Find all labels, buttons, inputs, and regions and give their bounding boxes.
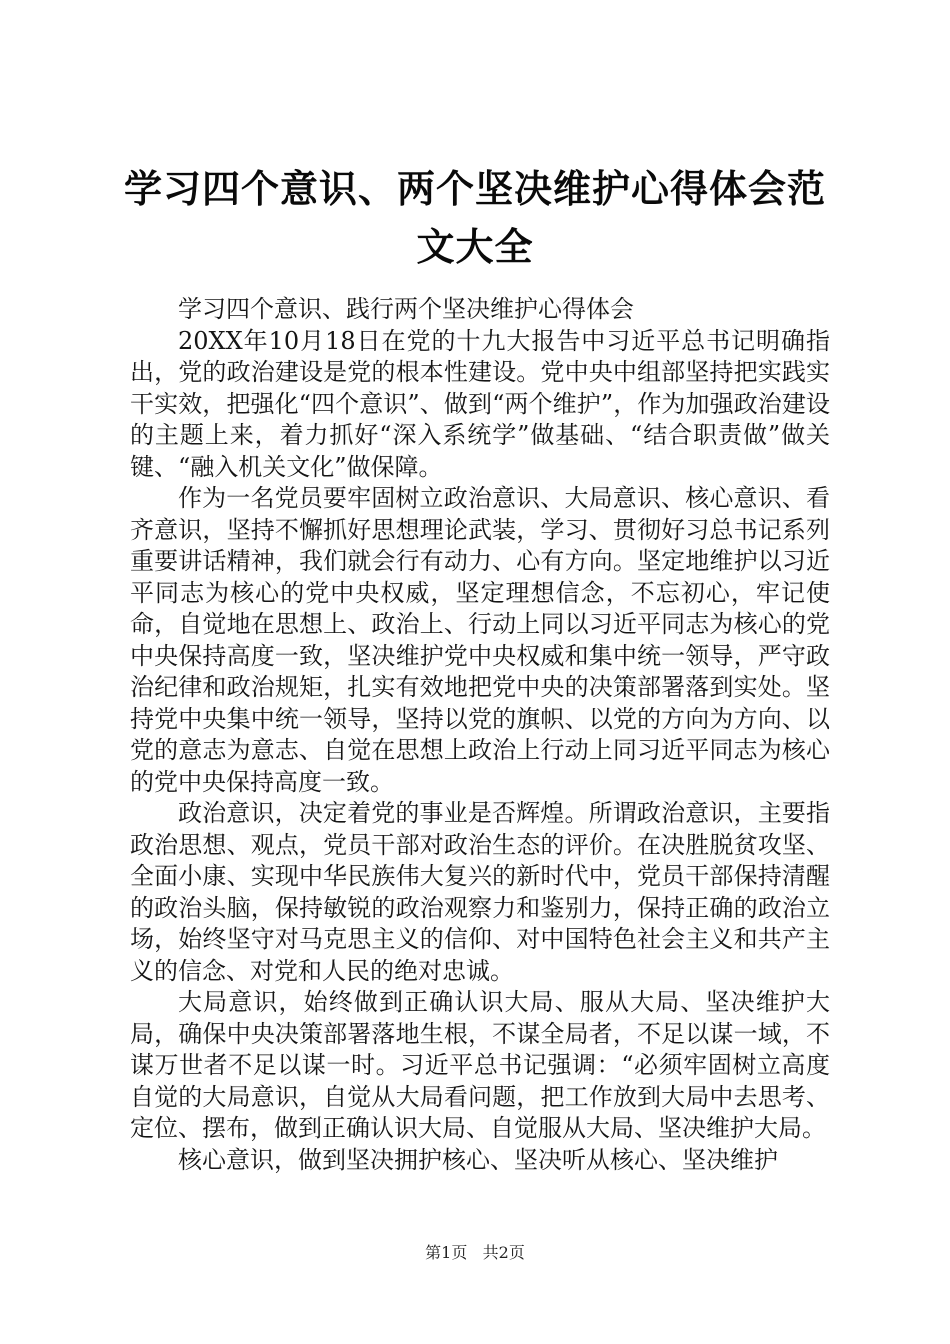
page-footer — [0, 1243, 950, 1263]
total-pages: 共2页 — [482, 1243, 525, 1262]
subtitle-paragraph: 学习四个意识、践行两个坚决维护心得体会 — [178, 295, 634, 323]
document-body — [130, 294, 830, 1176]
page-separator — [472, 1243, 477, 1262]
body-paragraph: 作为一名党员要牢固树立政治意识、大局意识、核心意识、看齐意识，坚持不懈抓好思想理论武装，学习、贯彻好习总书记系列重要讲话精神，我们就会行有动力、心有方向。坚定地维护以习近平同志为核心的党中央权威，坚定理想信念，不忘初心，牢记使命，自觉地在思想上、政治上、行动上同以习近平同志为核心的党中央保持高度一致，坚决维护党中央权威和集中统一领导，严守政治纪律和政治规矩，扎实有效地把党中央的决策部署落到实处。坚持党中央集中统一领导，坚持以党的旗帜、以党的方向为方向、以党的意志为意志、自觉在思想上政治上行动上同习近平同志为核心的党中央保持高度一致。 — [130, 484, 830, 796]
document-title: 学习四个意识、两个坚决维护心得体会范文大全 — [123, 167, 826, 269]
body-paragraph: 核心意识，做到坚决拥护核心、坚决听从核心、坚决维护 — [178, 1145, 778, 1174]
page-number: 第1页 — [425, 1243, 468, 1262]
body-paragraph: 政治意识，决定着党的事业是否辉煌。所谓政治意识，主要指政治思想、观点，党员干部对政治生态的评价。在决胜脱贫攻坚、全面小康、实现中华民族伟大复兴的新时代中，党员干部保持清醒的政治头脑，保持敏锐的政治观察力和鉴别力，保持正确的政治立场，始终坚守对马克思主义的信仰、对中国特色社会主义和共产主义的信念、对党和人民的绝对忠诚。 — [130, 799, 830, 985]
body-paragraph: 大局意识，始终做到正确认识大局、服从大局、坚决维护大局，确保中央决策部署落地生根，不谋全局者，不足以谋一域，不谋万世者不足以谋一时。习近平总书记强调：“必须牢固树立高度自觉的大局意识，自觉从大局看问题，把工作放到大局中去思考、定位、摆布，做到正确认识大局、自觉服从大局、坚决维护大局。 — [130, 988, 830, 1142]
body-paragraph: 20XX年10月18日在党的十九大报告中习近平总书记明确指出，党的政治建设是党的根本性建设。党中央中组部坚持把实践实干实效，把强化“四个意识”、做到“两个维护”，作为加强政治建设的主题上来，着力抓好“深入系统学”做基础、“结合职责做”做关键、“融入机关文化”做保障。 — [130, 326, 830, 481]
